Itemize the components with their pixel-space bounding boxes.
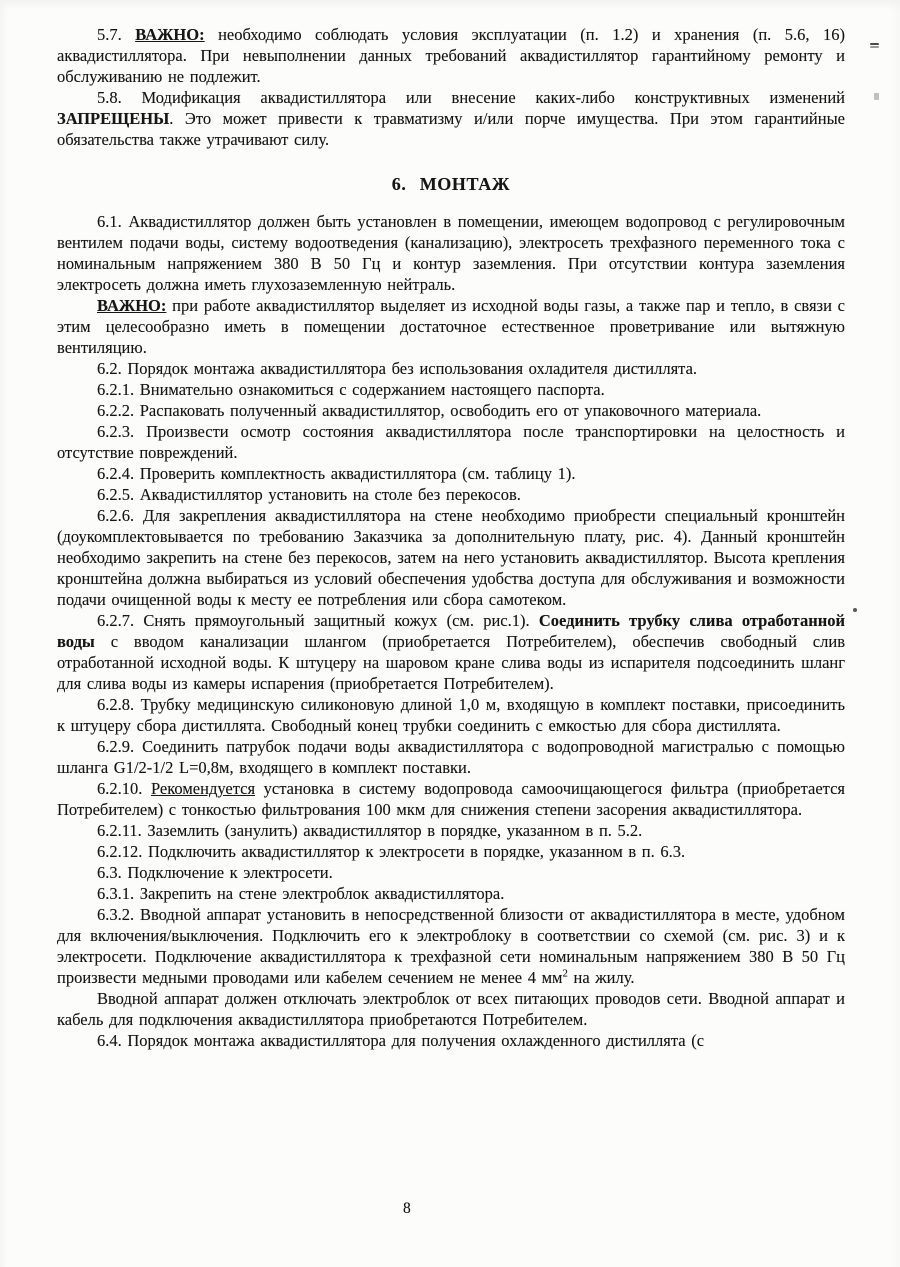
paragraph (57, 379, 845, 400)
text-run: 6.2.11. Заземлить (занулить) аквадистиллятор в порядке, указанном в п. 5.2. (97, 821, 643, 840)
paragraph (57, 736, 845, 778)
text-run: 6.2.8. Трубку медицинскую силиконовую длиной 1,0 м, входящую в комплект поставки, присоединить к штуцеру сбора дистиллята. Свободный конец трубки соединить с емкостью для сбора дистиллята. (57, 695, 845, 735)
text-run: установка в систему водопровода самоочищающегося фильтра (приобретается Потребителем) с тонкостью фильтрования 100 мкм для снижения степени засорения аквадистиллятора. (57, 779, 845, 819)
paragraph (57, 904, 845, 988)
section-heading: 6. МОНТАЖ (391, 174, 511, 194)
text-run: 6.2.10. (97, 779, 151, 798)
text-run: 6.2.6. Для закрепления аквадистиллятора на стене необходимо приобрести специальный кронштейн (доукомплектовывается по требованию Заказчика за дополнительную плату, рис. 4). Данный кронштейн необходимо закрепить на стене без перекосов, затем на него установить аквадистиллятор. Высота крепления кронштейна должна выбираться из условий обеспечения удобства доступа для обслуживания и возможности подачи очищенной воды к месту ее потребления или сбора самотеком. (57, 506, 845, 609)
text-run: ВАЖНО: (97, 296, 167, 315)
text-run: 6.2.4. Проверить комплектность аквадистиллятора (см. таблицу 1). (97, 464, 576, 483)
paragraph (57, 358, 845, 379)
text-run: 6.2.1. Внимательно ознакомиться с содержанием настоящего паспорта. (97, 380, 605, 399)
scan-speck-dash (870, 43, 879, 45)
paragraph (57, 87, 845, 150)
text-run: 6.3.1. Закрепить на стене электроблок аквадистиллятора. (97, 884, 505, 903)
paragraph (57, 1030, 845, 1051)
paragraph (57, 505, 845, 610)
text-run: 5.7. (97, 25, 136, 44)
paragraph (57, 694, 845, 736)
text-run: Соединить трубку слива отработанной воды (57, 611, 845, 651)
text-run: 6.4. Порядок монтажа аквадистиллятора для получения охлажденного дистиллята (с (97, 1031, 705, 1050)
text-run: Рекомендуется (150, 779, 256, 798)
text-run: . Это может привести к травматизму и/или порче имущества. При этом гарантийные обязательства также утрачивают силу. (57, 109, 845, 149)
text-run: ЗАПРЕЩЕНЫ (57, 109, 170, 128)
text-run: 6.2.2. Распаковать полученный аквадистиллятор, освободить его от упаковочного материала. (97, 401, 762, 420)
text-run: 6.2.5. Аквадистиллятор установить на столе без перекосов. (97, 485, 521, 504)
text-run: 5.8. Модификация аквадистиллятора или внесение каких-либо конструктивных изменений (97, 88, 845, 107)
document-body (57, 24, 845, 1051)
paragraph (57, 862, 845, 883)
paragraph (57, 295, 845, 358)
paragraph (57, 24, 845, 87)
paragraph (57, 421, 845, 463)
text-run: 6.2.3. Произвести осмотр состояния аквадистиллятора после транспортировки на целостность и отсутствие повреждений. (57, 422, 845, 462)
paragraph (57, 211, 845, 295)
text-run: 6.3. Подключение к электросети. (97, 863, 333, 882)
text-run: 6.2.7. Снять прямоугольный защитный кожух (см. рис.1). (97, 611, 539, 630)
text-run: 2 (562, 967, 568, 980)
paragraph (57, 841, 845, 862)
text-run: 6.3.2. Вводной аппарат установить в непосредственной близости от аквадистиллятора в месте, удобном для включения/выключения. Подключить его к электроблоку в соответствии со схемой (см. рис. 3) и к электросети. Подключение аквадистиллятора к трехфазной сети номинальным напряжением 380 В 50 Гц произвести медными проводами или кабелем сечением не менее 4 мм (57, 905, 845, 987)
paragraph (57, 400, 845, 421)
text-run: ВАЖНО: (135, 25, 205, 44)
paragraph (57, 484, 845, 505)
paragraph (57, 988, 845, 1030)
text-run: на жилу. (567, 968, 635, 987)
paragraph (57, 610, 845, 694)
text-run: 6.2. Порядок монтажа аквадистиллятора без использования охладителя дистиллята. (97, 359, 698, 378)
text-run: 6.2.12. Подключить аквадистиллятор к электросети в порядке, указанном в п. 6.3. (97, 842, 686, 861)
paragraph (57, 778, 845, 820)
text-run: необходимо соблюдать условия эксплуатации (п. 1.2) и хранения (п. 5.6, 16) аквадистиллятора. При невыполнении данных требований аквадистиллятор гарантийному ремонту и обслуживанию не подлежит. (57, 25, 846, 86)
scan-speck-faint (874, 93, 879, 100)
paragraph (57, 463, 845, 484)
text-run: 6.2.9. Соединить патрубок подачи воды аквадистиллятора с водопроводной магистралью с помощью шланга G1/2-1/2 L=0,8м, входящего в комплект поставки. (57, 737, 845, 777)
text-run: 6.1. Аквадистиллятор должен быть установлен в помещении, имеющем водопровод с регулировочным вентилем подачи воды, систему водоотведения (канализацию), электросеть трехфазного переменного тока с номинальным напряжением 380 В 50 Гц и контур заземления. При отсутствии контура заземления электросеть должна иметь глухозаземленную нейтраль. (57, 212, 845, 294)
text-run: при работе аквадистиллятор выделяет из исходной воды газы, а также пар и тепло, в связи с этим целесообразно иметь в помещении достаточное естественное проветривание или вытяжную вентиляцию. (57, 296, 845, 357)
scan-speck-dot (853, 608, 857, 612)
paragraph (57, 820, 845, 841)
text-run: с вводом канализации шлангом (приобретается Потребителем), обеспечив свободный слив отработанной исходной воды. К штуцеру на шаровом кране слива воды из испарителя подсоединить шланг для слива воды из камеры испарения (приобретается Потребителем). (57, 632, 845, 693)
paragraph (57, 883, 845, 904)
page-number: 8 (403, 1200, 411, 1217)
text-run: Вводной аппарат должен отключать электроблок от всех питающих проводов сети. Вводной аппарат и кабель для подключения аквадистиллятора приобретаются Потребителем. (57, 989, 845, 1029)
